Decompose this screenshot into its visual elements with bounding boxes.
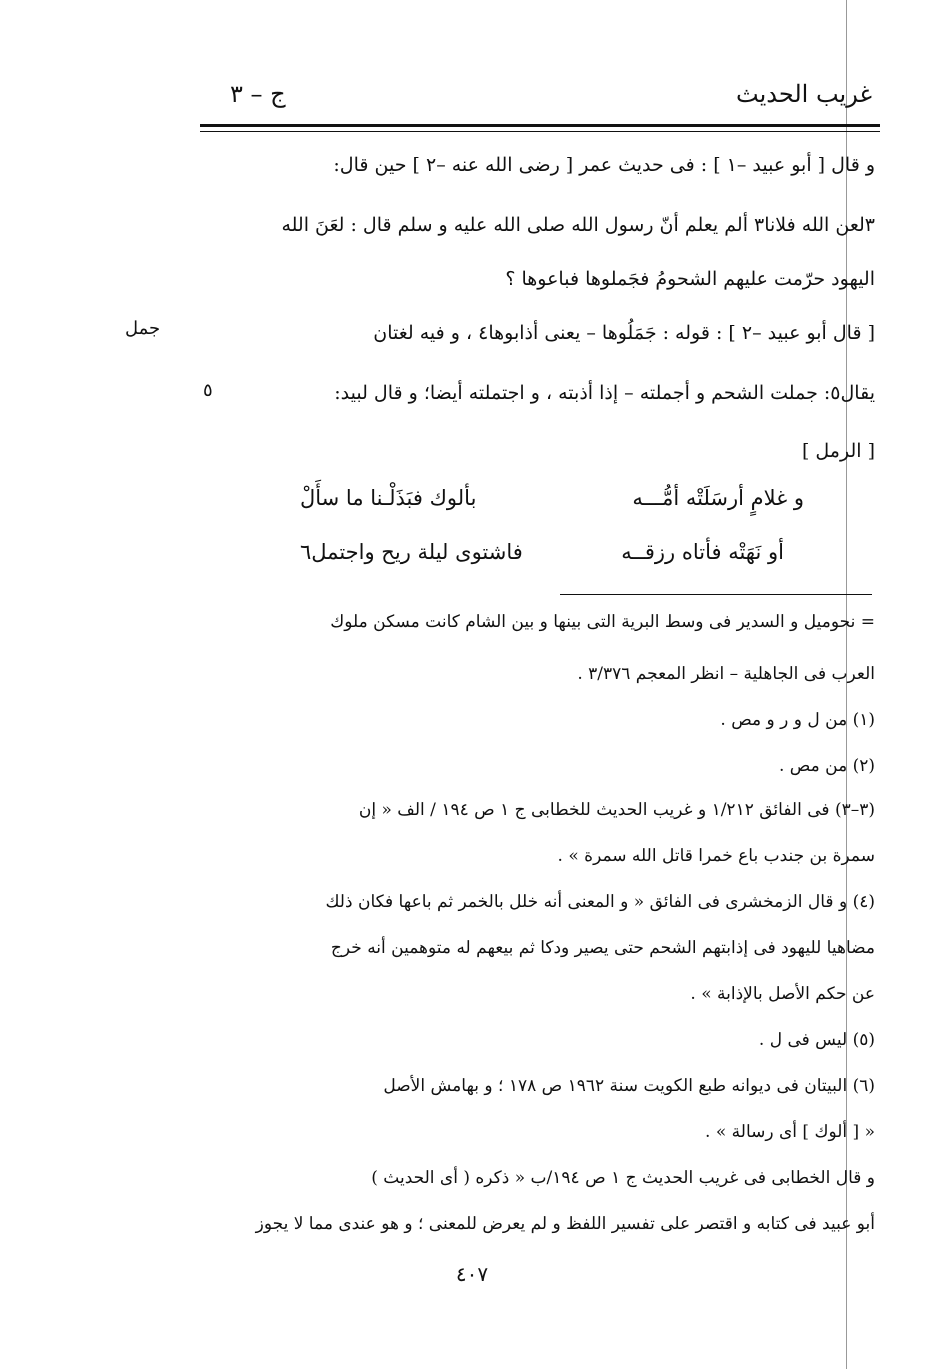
footnote-line: العرب فى الجاهلية – انظر المعجم ٣/٣٧٦ . xyxy=(577,664,875,684)
footnote-line: (٤) و قال الزمخشرى فى الفائق « و المعنى أنه خلل بالخمر ثم باعها فكان ذلك xyxy=(325,892,875,912)
header-rule-thin xyxy=(200,131,880,132)
page-number: ٤٠٧ xyxy=(455,1262,489,1286)
footnote-line: (٢) من مص . xyxy=(778,756,875,776)
header-rule-thick xyxy=(200,124,880,127)
body-line: ٣لعن الله فلانا٣ ألم يعلم أنّ رسول الله صلى الله عليه و سلم قال : لعَنَ الله xyxy=(281,214,875,236)
volume-label: ج – ٣ xyxy=(230,80,286,108)
line-number: ٥ xyxy=(203,380,213,401)
footnote-line: (٥) ليس فى ل . xyxy=(758,1030,875,1050)
footnote-line: (١) من ل و ر و مص . xyxy=(720,710,875,730)
body-line: و قال [ أبو عبيد –١ ] : فى حديث عمر [ رضى الله عنه –٢ ] حين قال: xyxy=(333,154,875,176)
verse-1-first-hemistich: و غلامٍ أرسَلَتْه أمُّـــه xyxy=(632,486,804,510)
meter-label: [ الرمل ] xyxy=(801,440,875,462)
footnote-line: عن حكم الأصل بالإذابة » . xyxy=(690,984,875,1004)
body-line: يقال٥: جملت الشحم و أجملته – إذا أذبته ، و اجتملته أيضا؛ و قال لبيد: xyxy=(334,382,875,404)
verse-2-first-hemistich: أو نَهَتْه فأتاه رزقــه xyxy=(621,540,784,564)
running-title: غريب الحديث xyxy=(736,80,872,108)
margin-note: جمل xyxy=(125,318,161,339)
verse-1-second-hemistich: بألوك فبَذَلْـنا ما سأَلْ xyxy=(300,486,477,510)
body-line: [ قال أبو عبيد –٢ ] : قوله : جَمَلُوها – يعنى أذابوها٤ ، و فيه لغتان xyxy=(373,322,875,344)
footnote-line: مضاهيا لليهود فى إذابتهم الشحم حتى يصير ودكا ثم بيعهم له متوهمين أنه خرج xyxy=(330,938,875,958)
footnote-separator xyxy=(560,594,872,595)
body-line: اليهود حرّمت عليهم الشحومُ فجَملوها فباعوها ؟ xyxy=(505,268,875,290)
footnote-line: (٣–٣) فى الفائق ١/٢١٢ و غريب الحديث للخطابى ج ١ ص ١٩٤ / الف « إن xyxy=(358,800,875,820)
footnote-line: أبو عبيد فى كتابه و اقتصر على تفسير اللفظ و لم يعرض للمعنى ؛ و هو عندى مما لا يجوز xyxy=(255,1214,875,1234)
footnote-line: « [ ألوك ] أى رسالة » . xyxy=(705,1122,875,1142)
footnote-line: سمرة بن جندب باع خمرا قاتل الله سمرة » . xyxy=(557,846,875,866)
verse-2-second-hemistich: فاشتوى ليلة ريح واجتمل٦ xyxy=(300,540,523,564)
footnote-line: = نحوميل و السدير فى وسط البرية التى بينها و بين الشام كانت مسكن ملوك xyxy=(330,612,875,632)
footnote-line: و قال الخطابى فى غريب الحديث ج ١ ص ١٩٤/ب « ذكره ( أى الحديث ) xyxy=(371,1168,875,1188)
footnote-line: (٦) البيتان فى ديوانه طبع الكويت سنة ١٩٦٢ ص ١٧٨ ؛ و بهامش الأصل xyxy=(383,1076,875,1096)
